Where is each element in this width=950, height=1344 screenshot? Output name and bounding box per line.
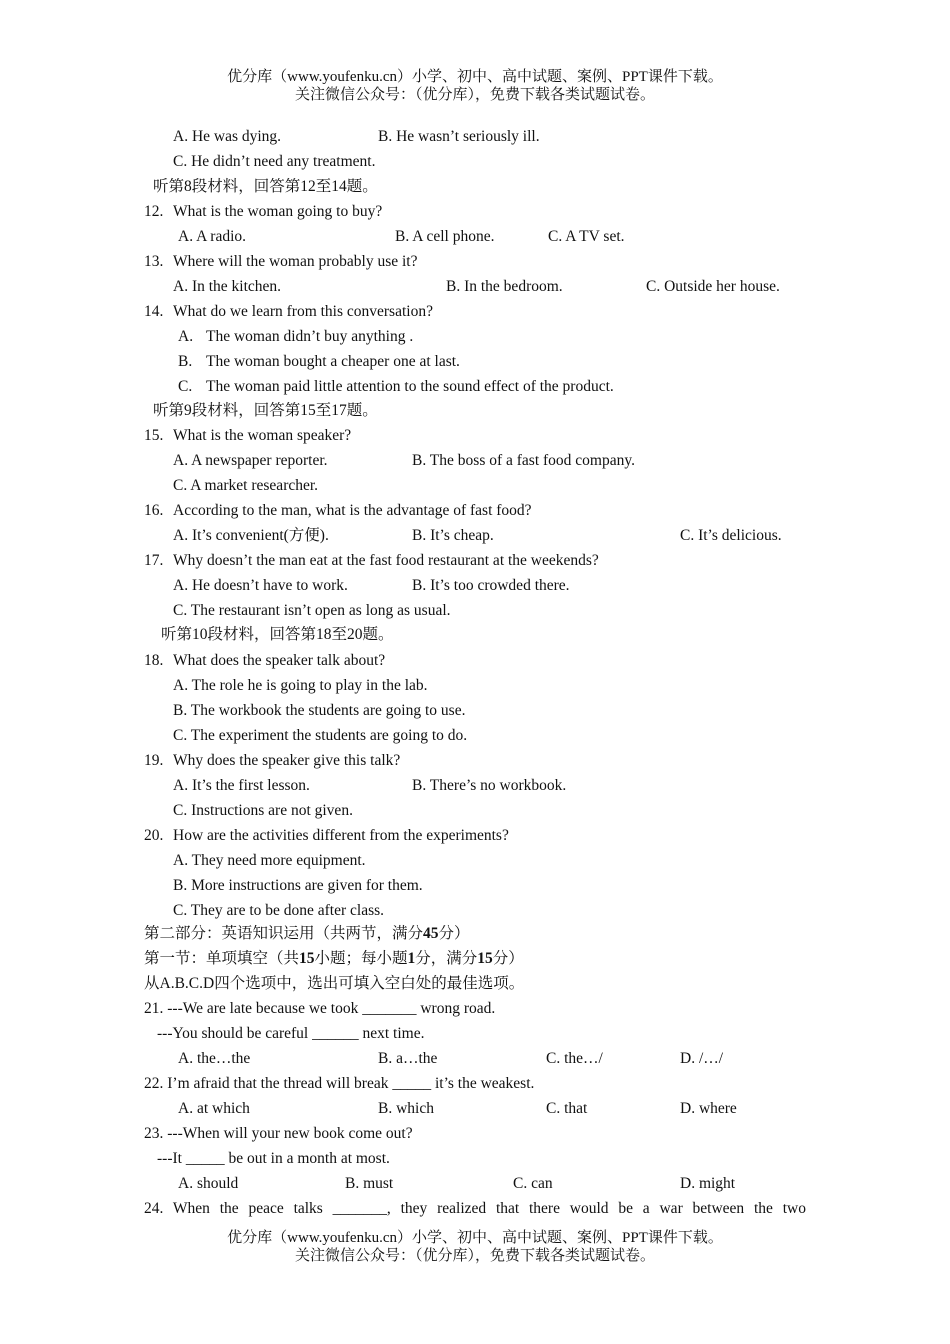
q11-option-c: C. He didn’t need any treatment. <box>173 153 376 170</box>
q18-number: 18. <box>144 652 164 669</box>
q14-stem: What do we learn from this conversation? <box>173 303 433 320</box>
q13-stem: Where will the woman probably use it? <box>173 253 418 270</box>
q18-stem: What does the speaker talk about? <box>173 652 386 669</box>
q19-option-b: B. There’s no workbook. <box>412 777 567 794</box>
q15-option-a: A. A newspaper reporter. <box>173 452 328 469</box>
q21-option-c: C. the…/ <box>546 1050 603 1067</box>
q21-stem: 21. ---We are late because we took _______ wrong road. <box>144 1000 496 1017</box>
section-one-heading: 第一节：单项填空（共15小题；每小题1分，满分15分） <box>144 950 524 967</box>
q13-option-b: B. In the bedroom. <box>446 278 563 295</box>
instructions: 从A.B.C.D四个选项中，选出可填入空白处的最佳选项。 <box>144 975 525 992</box>
q19-option-a: A. It’s the first lesson. <box>173 777 310 794</box>
q11-option-a: A. He was dying. <box>173 128 282 145</box>
q19-number: 19. <box>144 752 164 769</box>
part-two-heading: 第二部分：英语知识运用（共两节，满分45分） <box>144 925 470 942</box>
q22-option-c: C. that <box>546 1100 588 1117</box>
q15-option-c: C. A market researcher. <box>173 477 319 494</box>
section-heading-10: 听第10段材料，回答第18至20题。 <box>161 626 394 643</box>
q11-option-b: B. He wasn’t seriously ill. <box>378 128 540 145</box>
q20-option-c: C. They are to be done after class. <box>173 902 385 919</box>
q21-option-a: A. the…the <box>178 1050 251 1067</box>
q19-stem: Why does the speaker give this talk? <box>173 752 401 769</box>
q20-number: 20. <box>144 827 164 844</box>
q18-option-c: C. The experiment the students are going to do. <box>173 727 468 744</box>
q23-option-c: C. can <box>513 1175 553 1192</box>
q22-option-d: D. where <box>680 1100 737 1117</box>
section-heading-8: 听第8段材料，回答第12至14题。 <box>153 178 378 195</box>
q14-option-c: The woman paid little attention to the sound effect of the product. <box>206 378 614 395</box>
q20-option-b: B. More instructions are given for them. <box>173 877 423 894</box>
q13-number: 13. <box>144 253 164 270</box>
q14-option-a: The woman didn’t buy anything . <box>206 328 414 345</box>
q14-option-b-letter: B. <box>178 353 193 370</box>
q22-stem: 22. I’m afraid that the thread will break _____ it’s the weakest. <box>144 1075 535 1092</box>
q14-option-c-letter: C. <box>178 378 193 395</box>
q16-stem: According to the man, what is the advantage of fast food? <box>173 502 532 519</box>
q20-stem: How are the activities different from the experiments? <box>173 827 509 844</box>
q12-option-c: C. A TV set. <box>548 228 625 245</box>
page-footer-line-2: 关注微信公众号：（优分库），免费下载各类试题试卷。 <box>294 1248 655 1264</box>
q15-number: 15. <box>144 427 164 444</box>
q18-option-a: A. The role he is going to play in the lab. <box>173 677 428 694</box>
q19-option-c: C. Instructions are not given. <box>173 802 353 819</box>
q16-option-c: C. It’s delicious. <box>680 527 782 544</box>
page-header-line-1: 优分库（www.youfenku.cn）小学、初中、高中试题、案例、PPT课件下载。 <box>227 69 723 85</box>
q20-option-a: A. They need more equipment. <box>173 852 366 869</box>
q23-stem: 23. ---When will your new book come out? <box>144 1125 413 1142</box>
q16-option-b: B. It’s cheap. <box>412 527 494 544</box>
q14-number: 14. <box>144 303 164 320</box>
q16-option-a: A. It’s convenient(方便). <box>173 527 329 544</box>
q24-stem: 24. When the peace talks _______, they realized that there would be a war between the two <box>144 1200 806 1217</box>
q12-option-b: B. A cell phone. <box>395 228 495 245</box>
q17-stem: Why doesn’t the man eat at the fast food restaurant at the weekends? <box>173 552 599 569</box>
q22-option-a: A. at which <box>178 1100 250 1117</box>
q12-option-a: A. A radio. <box>178 228 247 245</box>
q14-option-b: The woman bought a cheaper one at last. <box>206 353 460 370</box>
q12-number: 12. <box>144 203 164 220</box>
q15-stem: What is the woman speaker? <box>173 427 352 444</box>
q17-option-c: C. The restaurant isn’t open as long as usual. <box>173 602 451 619</box>
q15-option-b: B. The boss of a fast food company. <box>412 452 635 469</box>
q17-number: 17. <box>144 552 164 569</box>
q21-option-d: D. /…/ <box>680 1050 724 1067</box>
q23-option-a: A. should <box>178 1175 239 1192</box>
q23-option-d: D. might <box>680 1175 736 1192</box>
page-header-line-2: 关注微信公众号：（优分库），免费下载各类试题试卷。 <box>294 87 655 103</box>
q21-option-b: B. a…the <box>378 1050 438 1067</box>
q23-option-b: B. must <box>345 1175 394 1192</box>
q17-option-a: A. He doesn’t have to work. <box>173 577 348 594</box>
q12-stem: What is the woman going to buy? <box>173 203 383 220</box>
q21-stem-2: ---You should be careful ______ next time. <box>157 1025 425 1042</box>
q16-number: 16. <box>144 502 164 519</box>
q14-option-a-letter: A. <box>178 328 194 345</box>
q17-option-b: B. It’s too crowded there. <box>412 577 570 594</box>
q23-stem-2: ---It _____ be out in a month at most. <box>157 1150 390 1167</box>
page-footer-line-1: 优分库（www.youfenku.cn）小学、初中、高中试题、案例、PPT课件下载。 <box>227 1230 723 1246</box>
q22-option-b: B. which <box>378 1100 434 1117</box>
q18-option-b: B. The workbook the students are going to use. <box>173 702 466 719</box>
q13-option-a: A. In the kitchen. <box>173 278 282 295</box>
q13-option-c: C. Outside her house. <box>646 278 780 295</box>
section-heading-9: 听第9段材料，回答第15至17题。 <box>153 402 378 419</box>
